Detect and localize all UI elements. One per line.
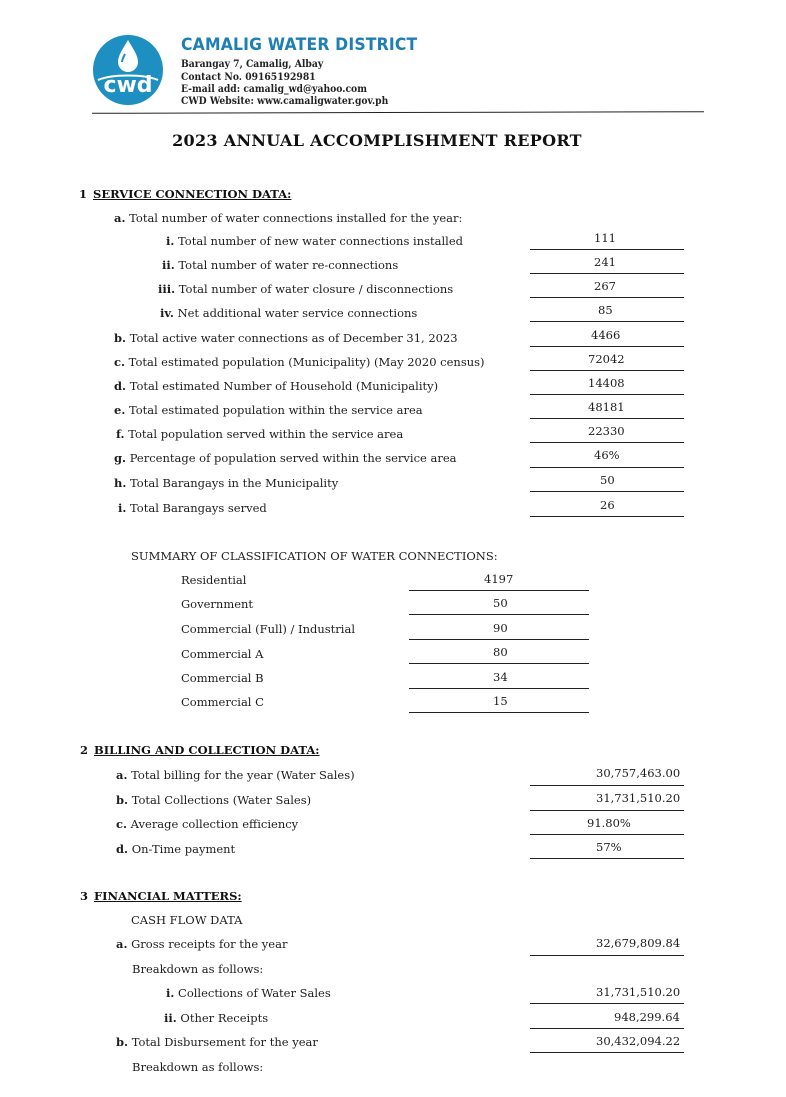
item-text: Total billing for the year (Water Sales): [131, 768, 355, 782]
value-underline: [530, 370, 684, 371]
item-text: On-Time payment: [131, 842, 236, 856]
value-cell: 48181: [588, 400, 625, 414]
section-number: 2: [80, 743, 89, 757]
item-label: a.: [116, 768, 128, 782]
summary-row-value: 15: [493, 694, 508, 708]
item-label: a.: [114, 211, 126, 225]
item-text: Total number of new water connections installed: [178, 234, 464, 248]
breakdown-label: Breakdown as follows:: [132, 962, 264, 976]
value-cell: 30,432,094.22: [596, 1034, 681, 1048]
value-underline: [530, 955, 684, 956]
value-underline: [530, 491, 684, 492]
item-label: iii.: [158, 282, 176, 296]
item-label: i.: [166, 986, 175, 1000]
value-cell: 57%: [596, 840, 622, 854]
value-underline: [530, 297, 684, 298]
item-text: Average collection efficiency: [130, 817, 299, 831]
item-text: Total estimated Number of Household (Municipality): [129, 379, 439, 393]
summary-row-value: 4197: [484, 572, 514, 586]
section-2-heading: [80, 743, 320, 757]
summary-row-label: Residential: [181, 573, 247, 587]
item-label: g.: [114, 451, 127, 465]
summary-row-value: 50: [493, 596, 508, 610]
item-label: d.: [116, 842, 129, 856]
billing-item-row: [116, 793, 311, 807]
value-cell: 46%: [594, 448, 620, 462]
financial-item-a: [116, 937, 287, 951]
summary-row-label: Commercial C: [181, 695, 264, 709]
value-underline: [409, 614, 589, 615]
item-text: Total number of water connections installed for the year:: [129, 211, 463, 225]
value-underline: [530, 442, 684, 443]
service-item-row: [114, 355, 485, 369]
service-sub-row: [160, 306, 417, 320]
value-cell: 26: [600, 498, 615, 512]
item-text: Total Barangays served: [130, 501, 267, 515]
value-cell: 72042: [588, 352, 625, 366]
value-underline: [530, 1028, 684, 1029]
value-cell: 22330: [588, 424, 625, 438]
item-text: Net additional water service connections: [177, 306, 418, 320]
value-underline: [530, 273, 684, 274]
value-underline: [530, 346, 684, 347]
item-text: Gross receipts for the year: [131, 937, 288, 951]
service-item-row: [114, 379, 438, 393]
value-cell: 85: [598, 303, 613, 317]
financial-sub-row: [166, 986, 331, 1000]
value-underline: [409, 639, 589, 640]
summary-row-label: Commercial (Full) / Industrial: [181, 622, 355, 636]
summary-row-value: 90: [493, 621, 508, 635]
financial-item-b: [116, 1035, 318, 1049]
service-item-row: [118, 501, 267, 515]
cash-flow-label: CASH FLOW DATA: [131, 913, 243, 927]
organization-contact: Contact No. 09165192981: [181, 72, 316, 83]
value-underline: [530, 785, 684, 786]
item-text: Total number of water closure / disconnections: [178, 282, 454, 296]
item-label: b.: [116, 1035, 129, 1049]
service-sub-row: [166, 234, 463, 248]
value-underline: [530, 394, 684, 395]
item-text: Other Receipts: [180, 1011, 269, 1025]
item-label: ii.: [162, 258, 175, 272]
item-text: Total population served within the service area: [128, 427, 404, 441]
item-label: h.: [114, 476, 127, 490]
item-label: c.: [116, 817, 128, 831]
value-underline: [409, 663, 589, 664]
value-cell: 32,679,809.84: [596, 936, 681, 950]
item-text: Total estimated population (Municipality) (May 2020 census): [128, 355, 485, 369]
value-underline: [409, 590, 589, 591]
service-item-row: [114, 403, 423, 417]
summary-row-value: 80: [493, 645, 508, 659]
organization-address: Barangay 7, Camalig, Albay: [181, 59, 324, 70]
service-sub-row: [158, 282, 453, 296]
value-underline: [409, 712, 589, 713]
value-cell: 31,731,510.20: [596, 985, 681, 999]
value-cell: 4466: [591, 328, 621, 342]
item-label: b.: [114, 331, 127, 345]
value-underline: [530, 834, 684, 835]
organization-name: CAMALIG WATER DISTRICT: [181, 35, 418, 55]
value-cell: 14408: [588, 376, 625, 390]
item-label: c.: [114, 355, 126, 369]
service-item-row: [114, 451, 457, 465]
letterhead-divider: [92, 111, 704, 114]
item-label: ii.: [164, 1011, 177, 1025]
item-label: b.: [116, 793, 129, 807]
item-text: Total Barangays in the Municipality: [130, 476, 339, 490]
summary-row-label: Government: [181, 597, 254, 611]
value-cell: 50: [600, 473, 615, 487]
financial-sub-row: [164, 1011, 268, 1025]
value-underline: [530, 1003, 684, 1004]
value-cell: 111: [594, 231, 616, 245]
service-item-row: [114, 476, 338, 490]
billing-item-row: [116, 768, 355, 782]
value-underline: [530, 810, 684, 811]
organization-website: CWD Website: www.camaligwater.gov.ph: [181, 96, 389, 107]
item-label: f.: [116, 427, 125, 441]
value-cell: 267: [594, 279, 616, 293]
summary-heading: SUMMARY OF CLASSIFICATION OF WATER CONNECTIONS:: [131, 549, 498, 563]
value-underline: [409, 688, 589, 689]
value-cell: 948,299.64: [614, 1010, 680, 1024]
value-cell: 241: [594, 255, 616, 269]
service-item-row: [114, 331, 458, 345]
item-text: Total Disbursement for the year: [131, 1035, 318, 1049]
billing-item-row: [116, 842, 235, 856]
billing-item-row: [116, 817, 298, 831]
value-underline: [530, 321, 684, 322]
item-text: Total active water connections as of December 31, 2023: [129, 331, 458, 345]
section-1-heading: [79, 187, 291, 201]
value-underline: [530, 1052, 684, 1053]
section-number: 3: [80, 889, 89, 903]
item-label: i.: [118, 501, 127, 515]
value-underline: [530, 516, 684, 517]
section-number: 1: [79, 187, 88, 201]
item-label: a.: [116, 937, 128, 951]
report-title: 2023 ANNUAL ACCOMPLISHMENT REPORT: [172, 131, 582, 150]
section-title: FINANCIAL MATTERS:: [94, 889, 242, 903]
item-text: Total Collections (Water Sales): [131, 793, 312, 807]
item-label: d.: [114, 379, 127, 393]
item-text: Total number of water re-connections: [178, 258, 399, 272]
summary-row-label: Commercial B: [181, 671, 264, 685]
value-cell: 30,757,463.00: [596, 766, 681, 780]
section-title: SERVICE CONNECTION DATA:: [93, 187, 292, 201]
item-text: Percentage of population served within the service area: [129, 451, 457, 465]
section-title: BILLING AND COLLECTION DATA:: [94, 743, 320, 757]
summary-row-value: 34: [493, 670, 508, 684]
service-item-a: [114, 211, 462, 225]
value-underline: [530, 249, 684, 250]
organization-email: E-mail add: camalig_wd@yahoo.com: [181, 84, 367, 95]
section-3-heading: [80, 889, 242, 903]
summary-row-label: Commercial A: [181, 647, 264, 661]
item-label: e.: [114, 403, 126, 417]
item-text: Collections of Water Sales: [178, 986, 331, 1000]
value-cell: 31,731,510.20: [596, 791, 681, 805]
value-underline: [530, 858, 684, 859]
item-text: Total estimated population within the service area: [128, 403, 423, 417]
service-item-row: [116, 427, 403, 441]
value-underline: [530, 467, 684, 468]
logo-lettering: cwd: [103, 73, 153, 98]
service-sub-row: [162, 258, 398, 272]
value-underline: [530, 418, 684, 419]
item-label: i.: [166, 234, 175, 248]
water-district-logo-icon: [92, 34, 164, 106]
breakdown-label: Breakdown as follows:: [132, 1060, 264, 1074]
value-cell: 91.80%: [587, 816, 631, 830]
item-label: iv.: [160, 306, 174, 320]
